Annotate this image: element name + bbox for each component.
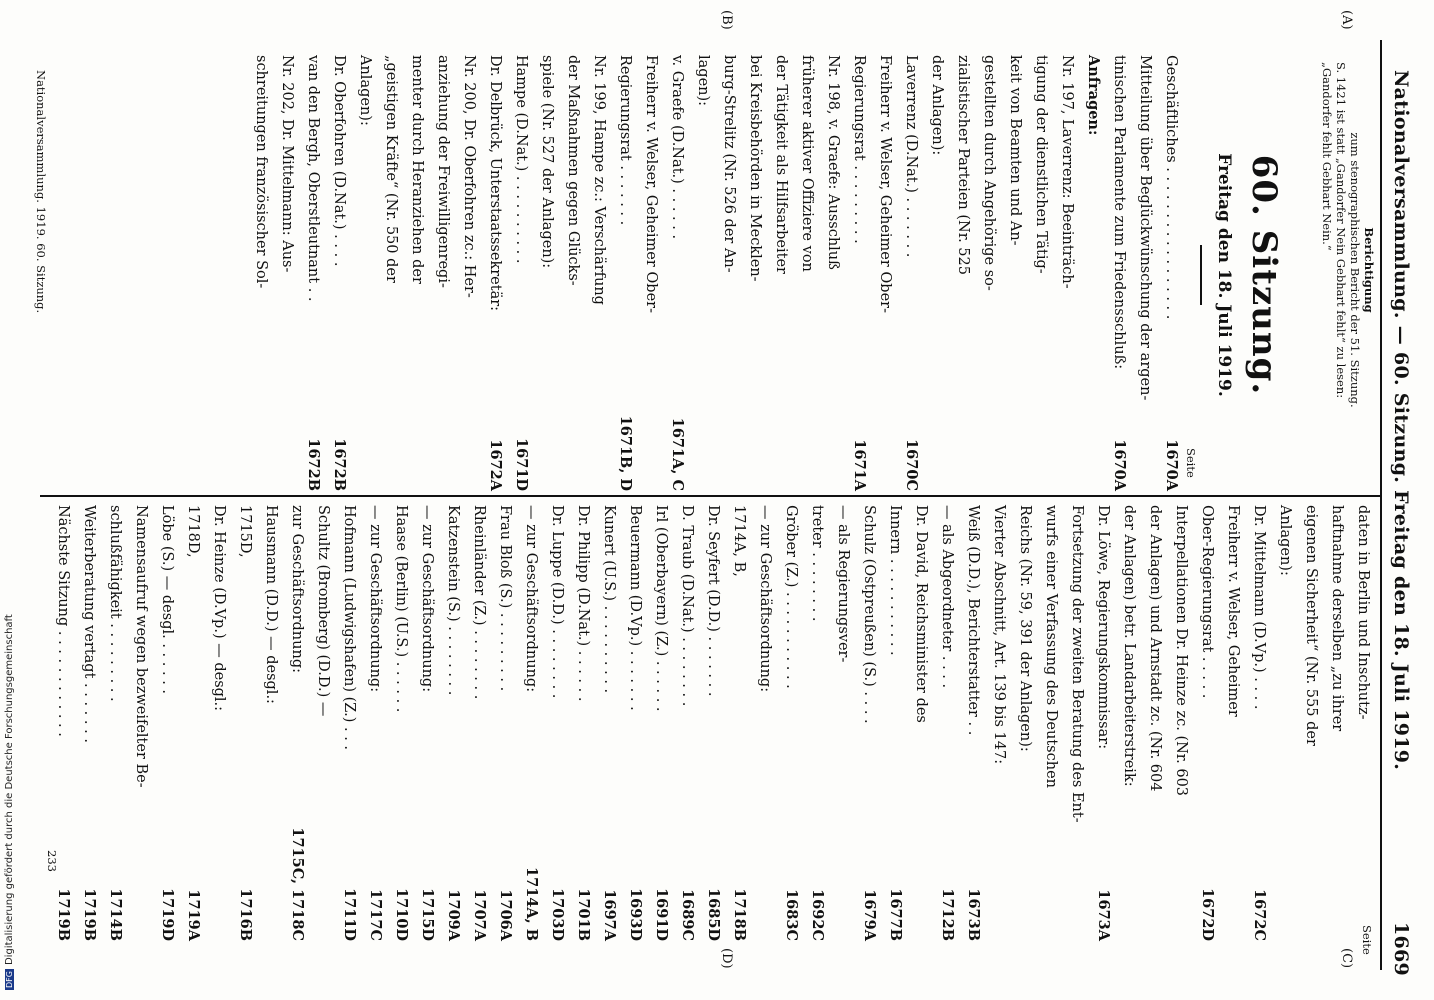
toc-entry-text: Mitteilung über Beglückwünschung der argen-	[1137, 55, 1153, 401]
toc-entry	[1080, 55, 1106, 491]
toc-entry-text: Freiherr v. Welser, Geheimer	[1225, 505, 1241, 717]
toc-entry	[414, 505, 440, 941]
margin-letter-d: (D)	[719, 948, 734, 969]
toc-entry	[778, 505, 804, 941]
toc-entry-page: 1685D	[705, 888, 722, 941]
left-toc-column	[248, 55, 1184, 491]
toc-entry	[924, 55, 950, 491]
seite-label: Seite	[1184, 448, 1198, 478]
toc-entry-text: Ober-Regierungsrat . . . . .	[1199, 505, 1215, 699]
toc-entry-text: Dr. Luppe (D.D.) . . . . . . . .	[549, 505, 565, 699]
toc-entry-page: 1701B	[575, 888, 592, 941]
toc-entry-text: gestellten durch Angehörige so-	[981, 55, 997, 291]
toc-entry-text: zialistischer Parteien (Nr. 525	[955, 55, 971, 275]
running-header: Nationalversammlung. — 60. Sitzung. Freitag den 18. Juli 1919.	[1390, 70, 1412, 771]
toc-entry	[430, 55, 456, 491]
toc-entry	[76, 505, 102, 941]
right-toc-column	[50, 505, 1376, 941]
toc-entry	[102, 505, 128, 941]
toc-entry-text: der Maßnahmen gegen Glücks-	[565, 55, 581, 286]
toc-entry-text: — zur Geschäftsordnung:	[523, 505, 539, 693]
toc-entry-page: 1714A, B	[523, 867, 540, 941]
header-rule	[1380, 40, 1382, 970]
berichtigung-line: zum stenographischen Bericht der 51. Sitzung.	[1348, 132, 1362, 408]
digitization-note-text: Digitalisierung gefördert durch die Deutsche Forschungsgemeinschaft	[4, 614, 15, 966]
toc-entry-page: 1677B	[887, 888, 904, 941]
toc-entry-text: Vierter Abschnitt, Art. 139 bis 147:	[991, 505, 1007, 765]
dfg-logo: DFG	[5, 971, 14, 988]
toc-entry-text: der Tätigkeit als Hilfsarbeiter	[773, 55, 789, 274]
margin-letter-a: (A)	[1339, 10, 1354, 30]
toc-entry-text: Dr. Mittelmann (D.Vp.) . . . .	[1251, 505, 1267, 710]
toc-entry	[310, 505, 336, 941]
sitzung-date: Freitag den 18. Juli 1919.	[1214, 153, 1234, 397]
toc-entry-page: 1672B	[305, 438, 322, 491]
toc-entry	[1002, 55, 1028, 491]
toc-entry	[586, 55, 612, 491]
toc-entry-page: 1715C, 1718C	[289, 827, 306, 941]
toc-entry	[986, 505, 1012, 941]
toc-entry	[336, 505, 362, 941]
header-page-number: 1669	[1390, 922, 1412, 977]
toc-entry	[1168, 505, 1194, 941]
digitization-note	[4, 614, 15, 990]
toc-entry	[518, 505, 544, 941]
toc-entry-text: menter durch Heranziehen der	[409, 55, 425, 284]
toc-entry	[1298, 505, 1324, 941]
toc-entry-text: Anlagen):	[357, 55, 373, 126]
toc-entry-text: keit von Beamten und An-	[1007, 55, 1023, 246]
toc-entry-page: 1711D	[341, 888, 358, 941]
toc-entry-text: burg-Strelitz (Nr. 526 der An-	[721, 55, 737, 273]
toc-entry-text: Nr. 198, v. Graefe: Ausschluß	[825, 55, 841, 270]
toc-entry-page: 1692C	[809, 889, 826, 941]
toc-entry-text: Regierungsrat . . . . . . .	[617, 55, 633, 226]
toc-entry-text: tigung der dienstlichen Tätig-	[1033, 55, 1049, 274]
toc-entry	[612, 55, 638, 491]
toc-entry	[274, 55, 300, 491]
toc-entry-text: — als Regierungsver-	[835, 505, 851, 663]
toc-entry-page: 1671B, D	[617, 415, 634, 491]
toc-entry	[362, 505, 388, 941]
toc-entry	[1350, 505, 1376, 941]
toc-entry-text: Regierungsrat . . . . . . . . .	[851, 55, 867, 244]
toc-entry-text: Nr. 197, Laverrenz: Beeinträch-	[1059, 55, 1075, 289]
toc-entry-text: 1715D,	[237, 505, 253, 558]
toc-entry-text: Nr. 202, Dr. Mittelmann: Aus-	[279, 55, 295, 273]
toc-entry-text: der Anlagen) betr. Landarbeiterstreik:	[1121, 505, 1137, 787]
toc-entry-page: 1671A, C	[669, 417, 686, 491]
toc-entry	[388, 505, 414, 941]
toc-entry-text: Hausmann (D.D.) — desgl.:	[263, 505, 279, 704]
toc-entry	[664, 55, 690, 491]
toc-entry-text: der Anlagen):	[929, 55, 945, 156]
toc-entry	[300, 55, 326, 491]
toc-entry	[544, 505, 570, 941]
berichtigung-title: Berichtigung	[1362, 227, 1376, 313]
toc-entry-text: Dr. Delbrück, Unterstaatssekretär:	[487, 55, 503, 312]
toc-entry-text: D. Traub (D.Nat.) . . . . . . . .	[679, 505, 695, 707]
toc-entry-text: zur Geschäftsordnung:	[289, 505, 305, 673]
toc-entry	[674, 505, 700, 941]
toc-entry	[622, 505, 648, 941]
toc-entry-text: Dr. Heinze (D.Vp.) — desgl.:	[211, 505, 227, 712]
toc-entry	[596, 505, 622, 941]
toc-entry	[1246, 505, 1272, 941]
toc-entry-page: 1718B	[731, 888, 748, 941]
toc-entry-text: bei Kreisbehörden in Mecklen-	[747, 55, 763, 282]
toc-entry-page: 1671D	[513, 438, 530, 491]
toc-entry-page: 1670A	[1163, 439, 1180, 491]
column-rule	[40, 495, 1380, 497]
toc-entry-page: 1719A	[185, 889, 202, 941]
page-footer-left: Nationalversammlung. 1919. 60. Sitzung.	[34, 70, 48, 314]
toc-entry	[1220, 505, 1246, 941]
toc-entry	[882, 505, 908, 941]
toc-entry	[440, 505, 466, 941]
toc-entry-text: Fortsetzung der zweiten Beratung des Ent-	[1069, 505, 1085, 823]
toc-entry-text: Anlagen):	[1277, 505, 1293, 576]
toc-entry-text: Kunert (U.S.) . . . . . . . . . .	[601, 505, 617, 694]
toc-entry-text: „geistigen Kräfte“ (Nr. 550 der	[383, 55, 399, 283]
toc-entry-page: 1672C	[1251, 889, 1268, 941]
toc-entry	[404, 55, 430, 491]
toc-entry-text: der Anlagen) und Arnstadt zc. (Nr. 604	[1147, 505, 1163, 792]
toc-entry-text: Frau Bloß (S.) . . . . . . . . .	[497, 505, 513, 692]
toc-entry-page: 1679A	[861, 889, 878, 941]
toc-entry-text: — zur Geschäftsordnung:	[419, 505, 435, 693]
sitzung-title: 60. Sitzung.	[1244, 154, 1284, 396]
toc-entry	[492, 505, 518, 941]
toc-entry-page: 1703D	[549, 888, 566, 941]
toc-entry-text: Dr. Oberfohren (D.Nat.) . . . .	[331, 55, 347, 267]
berichtigung-line: S. 1421 ist statt „Gandorfer Nein Gebhart fehlt“ zu lesen:	[1334, 62, 1348, 399]
margin-letter-b: (B)	[719, 10, 734, 30]
toc-entry-text: Geschäftliches . . . . . . . . . . . . . . . . .	[1163, 55, 1179, 320]
toc-entry-page: 1709A	[445, 889, 462, 941]
toc-entry	[950, 55, 976, 491]
toc-entry	[768, 55, 794, 491]
toc-entry-text: Schulz (Ostpreußen) (S.) . . . .	[861, 505, 877, 724]
toc-entry	[180, 505, 206, 941]
toc-entry-page: 1719B	[81, 888, 98, 941]
toc-entry-page: 1716B	[237, 888, 254, 941]
berichtigung-line: „Gandorfer fehlt Gebhart Nein.“	[1320, 62, 1334, 251]
toc-entry-text: Freiherr v. Welser, Geheimer Ober-	[877, 55, 893, 313]
toc-entry	[352, 55, 378, 491]
toc-entry-text: 1714A, B,	[731, 505, 747, 577]
toc-entry-text: lagen):	[695, 55, 711, 107]
toc-entry	[1106, 55, 1132, 491]
toc-entry-text: haftnahme derselben „zu ihrer	[1329, 505, 1345, 732]
toc-entry-text: Namensaufruf wegen bezweifelter Be-	[133, 505, 149, 788]
toc-entry	[742, 55, 768, 491]
toc-entry	[378, 55, 404, 491]
toc-entry-page: 1672A	[487, 439, 504, 491]
toc-entry	[700, 505, 726, 941]
toc-entry-page: 1683C	[783, 889, 800, 941]
toc-entry-text: Dr. Seyfert (D.D.) . . . . . . .	[705, 505, 721, 697]
toc-entry-text: Interpellationen Dr. Heinze zc. (Nr. 603	[1173, 505, 1189, 797]
toc-entry	[154, 505, 180, 941]
toc-entry-text: Beuermann (D.Vp.) . . . . . . .	[627, 505, 643, 711]
toc-entry-text: wurfs einer Verfassung des Deutschen	[1043, 505, 1059, 788]
toc-entry-page: 1671A	[851, 439, 868, 491]
toc-entry	[898, 55, 924, 491]
toc-entry-text: schreitungen französischer Sol-	[253, 55, 269, 289]
toc-entry-text: Löbe (S.) — desgl. . . . . . .	[159, 505, 175, 695]
toc-entry-text: Hofmann (Ludwigshafen) (Z.) . . .	[341, 505, 357, 751]
toc-entry	[284, 505, 310, 941]
toc-entry-text: spiele (Nr. 527 der Anlagen):	[539, 55, 555, 269]
toc-entry	[716, 55, 742, 491]
toc-entry-text: — zur Geschäftsordnung:	[367, 505, 383, 693]
title-divider	[1201, 245, 1203, 305]
toc-entry	[726, 505, 752, 941]
toc-entry-page: 1719D	[159, 888, 176, 941]
margin-letter-c: (C)	[1339, 948, 1354, 969]
toc-entry-text: tinischen Parlamente zum Friedensschluß:	[1111, 55, 1127, 370]
toc-entry	[1064, 505, 1090, 941]
toc-entry	[1132, 55, 1158, 491]
toc-entry	[1116, 505, 1142, 941]
toc-entry-page: 1670C	[903, 439, 920, 491]
toc-entry	[794, 55, 820, 491]
toc-entry-text: Haase (Berlin) (U.S.) . . . . . .	[393, 505, 409, 713]
toc-entry	[830, 505, 856, 941]
toc-entry	[752, 505, 778, 941]
toc-entry-text: Dr. Philipp (D.Nat.) . . . . . .	[575, 505, 591, 702]
toc-entry-text: Reichs (Nr. 59, 391 der Anlagen):	[1017, 505, 1033, 752]
toc-entry	[872, 55, 898, 491]
toc-entry	[648, 505, 674, 941]
toc-entry-page: 1672B	[331, 438, 348, 491]
toc-entry	[934, 505, 960, 941]
toc-entry-text: daten in Berlin und Inschutz-	[1355, 505, 1371, 720]
toc-entry-text: Nr. 199, Hampe zc.: Verschärfung	[591, 55, 607, 305]
toc-entry-page: 1714B	[107, 888, 124, 941]
toc-entry	[1158, 55, 1184, 491]
toc-entry	[638, 55, 664, 491]
toc-entry-text: — als Abgeordneter . . . .	[939, 505, 955, 689]
toc-entry-text: Katzenstein (S.) . . . . . . . .	[445, 505, 461, 696]
toc-entry-page: 1707A	[471, 889, 488, 941]
toc-entry	[1194, 505, 1220, 941]
toc-entry-text: schlußfähigkeit . . . . . . . . .	[107, 505, 123, 702]
toc-entry-text: 1718D,	[185, 505, 201, 558]
toc-entry-text: Dr. David, Reichsminister des	[913, 505, 929, 723]
toc-entry	[1272, 505, 1298, 941]
toc-entry-page: 1697A	[601, 889, 618, 941]
toc-entry	[1142, 505, 1168, 941]
toc-entry	[960, 505, 986, 941]
toc-entry	[1090, 505, 1116, 941]
toc-entry	[804, 505, 830, 941]
toc-entry-text: Rheinländer (Z.) . . . . . . . .	[471, 505, 487, 700]
toc-entry-text: v. Graefe (D.Nat.) . . . . . .	[669, 55, 685, 240]
toc-entry	[1012, 505, 1038, 941]
toc-entry	[456, 55, 482, 491]
toc-entry-page: 1691D	[653, 888, 670, 941]
toc-entry-text: Schultz (Bromberg) (D.D.) —	[315, 505, 331, 717]
toc-entry	[508, 55, 534, 491]
toc-entry	[258, 505, 284, 941]
toc-entry	[1028, 55, 1054, 491]
toc-entry-text: Irl (Oberbayern) (Z.) . . . . . .	[653, 505, 669, 712]
toc-entry-page: 1719B	[55, 888, 72, 941]
page-footer-number: 233	[45, 850, 59, 872]
toc-entry-page: 1717C	[367, 889, 384, 941]
toc-entry	[232, 505, 258, 941]
toc-entry-text: Innern . . . . . . . . . . .	[887, 505, 903, 656]
toc-entry-text: eigenen Sicherheit“ (Nr. 555 der	[1303, 505, 1319, 746]
toc-entry-page: 1672D	[1199, 888, 1216, 941]
toc-entry-page: 1693D	[627, 888, 644, 941]
toc-entry-text: van den Bergh, Oberstleutnant . .	[305, 55, 321, 302]
toc-entry	[570, 505, 596, 941]
toc-entry-text: Freiherr v. Welser, Geheimer Ober-	[643, 55, 659, 313]
toc-entry-text: Laverrenz (D.Nat.) . . . . . . .	[903, 55, 919, 258]
toc-entry-text: Nächste Sitzung . . . . . . . . . . . .	[55, 505, 71, 737]
toc-entry-text: Hampe (D.Nat.) . . . . . . . . . .	[513, 55, 529, 264]
toc-entry	[560, 55, 586, 491]
toc-entry-page: 1673B	[965, 888, 982, 941]
toc-entry	[534, 55, 560, 491]
toc-entry	[128, 505, 154, 941]
toc-entry-page: 1710D	[393, 888, 410, 941]
toc-entry-text: Dr. Löwe, Regierungskommissar:	[1095, 505, 1111, 750]
toc-entry	[206, 505, 232, 941]
toc-entry-text: Nr. 200, Dr. Oberfohren zc.: Her-	[461, 55, 477, 298]
toc-entry	[326, 55, 352, 491]
toc-entry-page: 1712B	[939, 888, 956, 941]
toc-entry-text: früherer aktiver Offiziere von	[799, 55, 815, 272]
toc-entry-text: Weiterberatung vertagt . . . . . . .	[81, 505, 97, 743]
seite-label-right: Seite	[1360, 925, 1374, 955]
toc-entry-page: 1715D	[419, 888, 436, 941]
toc-entry	[846, 55, 872, 491]
toc-entry-page: 1706A	[497, 889, 514, 941]
toc-entry	[908, 505, 934, 941]
toc-entry	[1054, 55, 1080, 491]
toc-entry-text: — zur Geschäftsordnung:	[757, 505, 773, 693]
toc-entry	[482, 55, 508, 491]
toc-entry	[856, 505, 882, 941]
toc-entry	[690, 55, 716, 491]
toc-entry-text: Gröber (Z.) . . . . . . . . . . .	[783, 505, 799, 689]
toc-entry	[466, 505, 492, 941]
toc-entry-page: 1670A	[1111, 439, 1128, 491]
toc-entry	[820, 55, 846, 491]
toc-entry	[1324, 505, 1350, 941]
toc-entry-text: Anfragen:	[1085, 55, 1102, 136]
toc-entry	[976, 55, 1002, 491]
toc-entry	[50, 505, 76, 941]
toc-entry	[1038, 505, 1064, 941]
toc-entry-text: treter . . . . . . . .	[809, 505, 825, 622]
toc-entry-page: 1673A	[1095, 889, 1112, 941]
toc-entry-text: anziehung der Freiwilligenregi-	[435, 55, 451, 288]
toc-entry-text: Weiß (D.D.), Berichterstatter . .	[965, 505, 981, 736]
toc-entry	[248, 55, 274, 491]
toc-entry-page: 1689C	[679, 889, 696, 941]
